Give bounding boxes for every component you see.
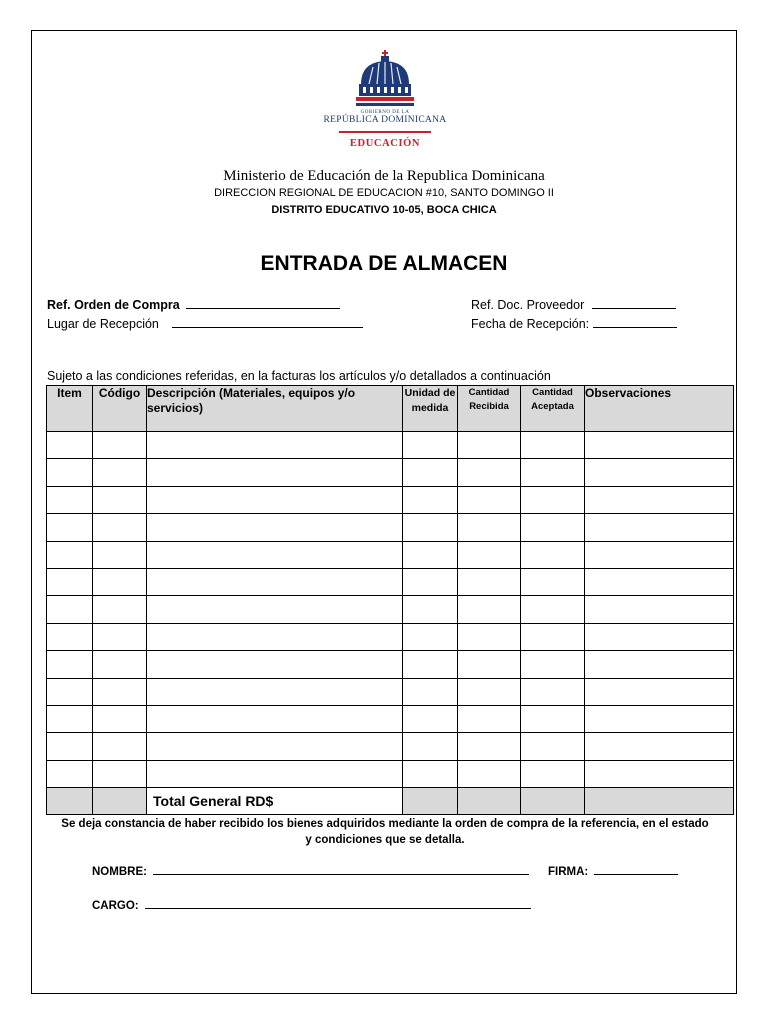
total-label: Total General RD$: [147, 788, 403, 815]
cell-descripcion[interactable]: [147, 760, 403, 787]
capitol-dome-icon: [353, 50, 417, 108]
cell-unidad[interactable]: [403, 541, 458, 568]
total-cell: [47, 788, 93, 815]
cell-observaciones[interactable]: [585, 733, 734, 760]
cell-item[interactable]: [47, 678, 93, 705]
total-cell: [585, 788, 734, 815]
cell-cantidad-recibida[interactable]: [458, 486, 521, 513]
table-row: [47, 459, 734, 486]
ref-orden-field: [47, 297, 340, 312]
cell-descripcion[interactable]: [147, 733, 403, 760]
lugar-line[interactable]: [172, 316, 363, 328]
cell-codigo[interactable]: [93, 514, 147, 541]
cell-observaciones[interactable]: [585, 705, 734, 732]
cell-cantidad-aceptada[interactable]: [521, 459, 585, 486]
cell-descripcion[interactable]: [147, 514, 403, 541]
items-table: [46, 385, 734, 815]
cell-item[interactable]: [47, 514, 93, 541]
total-cell: [403, 788, 458, 815]
cell-descripcion[interactable]: [147, 596, 403, 623]
subject-text: Sujeto a las condiciones referidas, en la facturas los artículos y/o detallados a continuación: [47, 369, 551, 383]
cell-codigo[interactable]: [93, 733, 147, 760]
cell-codigo[interactable]: [93, 760, 147, 787]
cell-cantidad-aceptada[interactable]: [521, 514, 585, 541]
cell-observaciones[interactable]: [585, 623, 734, 650]
lugar-label: Lugar de Recepción: [47, 317, 159, 331]
cell-cantidad-aceptada[interactable]: [521, 596, 585, 623]
document-title: ENTRADA DE ALMACEN: [260, 252, 508, 275]
ref-orden-label: Ref. Orden de Compra: [47, 298, 180, 312]
cell-item[interactable]: [47, 459, 93, 486]
cell-item[interactable]: [47, 705, 93, 732]
table-row: [47, 568, 734, 595]
cell-observaciones[interactable]: [585, 514, 734, 541]
header-unidad: Unidad de medida: [403, 386, 458, 432]
logo-small-text: GOBIERNO DE LA: [360, 110, 410, 115]
table-row: [47, 541, 734, 568]
table-row: [47, 432, 734, 459]
cell-item[interactable]: [47, 623, 93, 650]
cell-unidad[interactable]: [403, 514, 458, 541]
table-row: [47, 705, 734, 732]
header-cantidad-recibida: Cantidad Recibida: [458, 386, 521, 432]
cell-descripcion[interactable]: [147, 623, 403, 650]
header-item: Item: [47, 386, 93, 432]
table-row: [47, 678, 734, 705]
table-row: [47, 596, 734, 623]
cell-unidad[interactable]: [403, 651, 458, 678]
cell-observaciones[interactable]: [585, 678, 734, 705]
header-observaciones: Observaciones: [585, 386, 734, 432]
cargo-label: CARGO:: [92, 900, 139, 912]
cell-item[interactable]: [47, 596, 93, 623]
cell-descripcion[interactable]: [147, 651, 403, 678]
cell-cantidad-recibida[interactable]: [458, 459, 521, 486]
header-codigo: Código: [93, 386, 147, 432]
logo-main-text: REPÚBLICA DOMINICANA: [323, 115, 447, 125]
fecha-field: [471, 316, 677, 331]
cell-codigo[interactable]: [93, 568, 147, 595]
table-row: [47, 733, 734, 760]
cell-unidad[interactable]: [403, 459, 458, 486]
header-cantidad-aceptada: Cantidad Aceptada: [521, 386, 585, 432]
cell-cantidad-recibida[interactable]: [458, 432, 521, 459]
table-row: [47, 514, 734, 541]
receipt-note: Se deja constancia de haber recibido los bienes adquiridos mediante la orden de compra de la referencia, en el estado y condiciones que se detalla.: [61, 818, 709, 846]
cell-codigo[interactable]: [93, 623, 147, 650]
cell-item[interactable]: [47, 651, 93, 678]
cargo-line[interactable]: [145, 897, 531, 909]
cell-cantidad-recibida[interactable]: [458, 623, 521, 650]
cell-unidad[interactable]: [403, 760, 458, 787]
cell-cantidad-aceptada[interactable]: [521, 705, 585, 732]
logo-divider: [339, 131, 431, 133]
cell-observaciones[interactable]: [585, 459, 734, 486]
nombre-field: [92, 863, 529, 878]
cell-cantidad-aceptada[interactable]: [521, 432, 585, 459]
cell-cantidad-aceptada[interactable]: [521, 678, 585, 705]
cell-cantidad-aceptada[interactable]: [521, 760, 585, 787]
cell-item[interactable]: [47, 486, 93, 513]
total-row: [47, 788, 734, 815]
cell-codigo[interactable]: [93, 432, 147, 459]
table-row: [47, 760, 734, 787]
cell-descripcion[interactable]: [147, 678, 403, 705]
cell-cantidad-recibida[interactable]: [458, 514, 521, 541]
cell-unidad[interactable]: [403, 733, 458, 760]
table-row: [47, 651, 734, 678]
lugar-field: [47, 316, 363, 331]
cell-codigo[interactable]: [93, 705, 147, 732]
regional-direction: DIRECCION REGIONAL DE EDUCACION #10, SANTO DOMINGO II: [214, 187, 554, 199]
table-header-row: [47, 386, 734, 432]
cell-unidad[interactable]: [403, 623, 458, 650]
cell-cantidad-recibida[interactable]: [458, 541, 521, 568]
cell-cantidad-aceptada[interactable]: [521, 651, 585, 678]
cell-descripcion[interactable]: [147, 541, 403, 568]
cell-observaciones[interactable]: [585, 568, 734, 595]
ministry-title: Ministerio de Educación de la Republica Dominicana: [223, 168, 545, 184]
cell-codigo[interactable]: [93, 541, 147, 568]
cell-cantidad-recibida[interactable]: [458, 733, 521, 760]
cell-cantidad-aceptada[interactable]: [521, 623, 585, 650]
ref-doc-line[interactable]: [592, 297, 676, 309]
cell-item[interactable]: [47, 760, 93, 787]
cell-descripcion[interactable]: [147, 568, 403, 595]
cell-unidad[interactable]: [403, 596, 458, 623]
nombre-line[interactable]: [153, 863, 529, 875]
cell-cantidad-aceptada[interactable]: [521, 541, 585, 568]
ref-doc-field: [471, 297, 676, 312]
cell-item[interactable]: [47, 432, 93, 459]
cell-cantidad-aceptada[interactable]: [521, 568, 585, 595]
firma-line[interactable]: [594, 863, 678, 875]
cell-descripcion[interactable]: [147, 459, 403, 486]
fecha-line[interactable]: [593, 316, 677, 328]
cell-cantidad-recibida[interactable]: [458, 651, 521, 678]
cell-cantidad-recibida[interactable]: [458, 568, 521, 595]
district-name: DISTRITO EDUCATIVO 10-05, BOCA CHICA: [271, 204, 497, 216]
cell-codigo[interactable]: [93, 596, 147, 623]
total-cell: [93, 788, 147, 815]
cell-unidad[interactable]: [403, 705, 458, 732]
total-cell: [521, 788, 585, 815]
cell-unidad[interactable]: [403, 486, 458, 513]
cell-descripcion[interactable]: [147, 486, 403, 513]
cell-item[interactable]: [47, 568, 93, 595]
cell-codigo[interactable]: [93, 459, 147, 486]
government-logo: [310, 50, 460, 158]
cell-cantidad-recibida[interactable]: [458, 760, 521, 787]
cell-item[interactable]: [47, 541, 93, 568]
cell-descripcion[interactable]: [147, 432, 403, 459]
cell-descripcion[interactable]: [147, 705, 403, 732]
cell-observaciones[interactable]: [585, 432, 734, 459]
cargo-field: [92, 897, 531, 912]
nombre-label: NOMBRE:: [92, 866, 147, 878]
ref-orden-line[interactable]: [186, 297, 340, 309]
cell-cantidad-aceptada[interactable]: [521, 486, 585, 513]
cell-cantidad-recibida[interactable]: [458, 596, 521, 623]
cell-observaciones[interactable]: [585, 486, 734, 513]
total-cell: [458, 788, 521, 815]
cell-observaciones[interactable]: [585, 760, 734, 787]
cell-observaciones[interactable]: [585, 541, 734, 568]
cell-item[interactable]: [47, 733, 93, 760]
cell-codigo[interactable]: [93, 651, 147, 678]
cell-codigo[interactable]: [93, 678, 147, 705]
cell-unidad[interactable]: [403, 678, 458, 705]
firma-field: [548, 863, 678, 878]
firma-label: FIRMA:: [548, 866, 589, 878]
cell-cantidad-aceptada[interactable]: [521, 733, 585, 760]
fecha-label: Fecha de Recepción:: [471, 317, 590, 331]
cell-cantidad-recibida[interactable]: [458, 678, 521, 705]
cell-observaciones[interactable]: [585, 596, 734, 623]
cell-unidad[interactable]: [403, 432, 458, 459]
cell-cantidad-recibida[interactable]: [458, 705, 521, 732]
cell-codigo[interactable]: [93, 486, 147, 513]
cell-observaciones[interactable]: [585, 651, 734, 678]
header-descripcion: Descripción (Materiales, equipos y/o servicios): [147, 386, 403, 432]
table-row: [47, 486, 734, 513]
ref-doc-label: Ref. Doc. Proveedor: [471, 298, 585, 312]
table-row: [47, 623, 734, 650]
logo-education-text: EDUCACIÓN: [349, 138, 421, 149]
cell-unidad[interactable]: [403, 568, 458, 595]
